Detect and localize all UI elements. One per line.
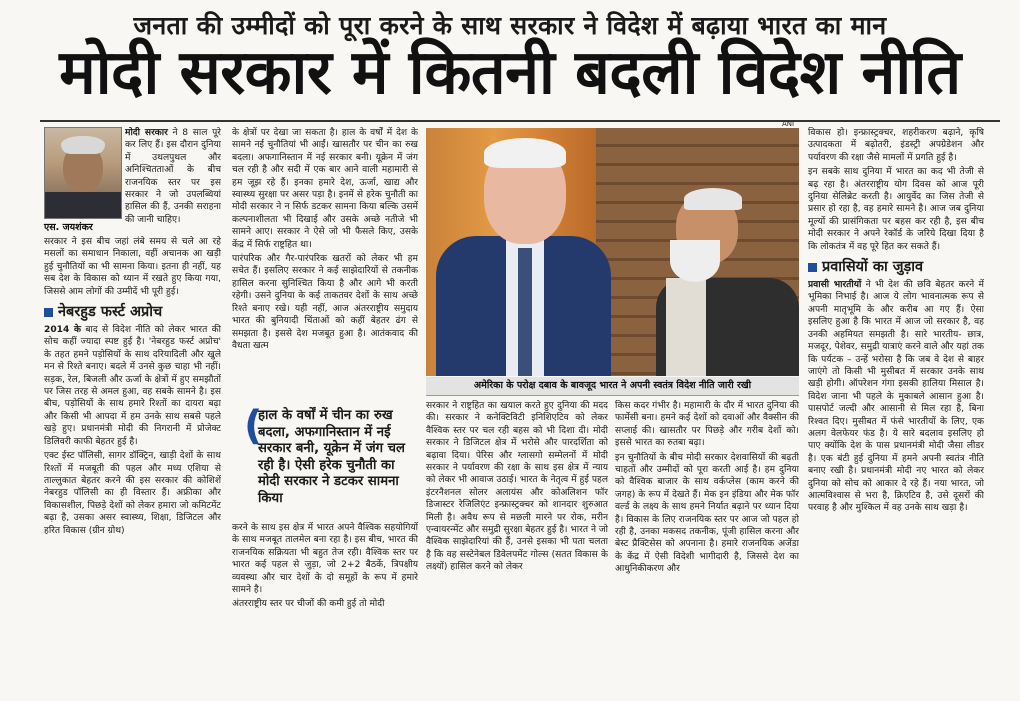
byline: एस. जयशंकर [44,222,93,233]
paragraph-lead: प्रवासी भारतीयों [808,280,862,291]
kicker-headline: जनता की उम्मीदों को पूरा करने के साथ सरकार ने विदेश में बढ़ाया भारत का मान [133,11,887,40]
paragraph: सरकार ने इस बीच जहां लंबे समय से चले आ रहे मसलों का समाधान निकाला, वहीं अचानक आ खड़ी हुई चुनौतियों का भी सामना किया। इतना ही नहीं, यह सब देश के विकास को ध्यान में रखते हुए किया गया, जिससे आम लोगों की उम्मीदें भी पूरी हुई। [44,237,221,297]
column-2-continued [232,522,418,618]
subheading-neighbourhood: नेबरहुड फर्स्ट अप्रोच [44,304,221,320]
column-1 [44,236,221,616]
paragraph: बाद से विदेश नीति को लेकर भारत की सोच कहीं ज्यादा स्पष्ट हुई है। 'नेबरहुड फर्स्ट अप्रोच' के तहत हमने पड़ोसियों के साथ दरियादिली और खुले मन से रिश्ते बनाए। बदले में उनसे कुछ चाहा भी नहीं। सड़क, रेल, बिजली और ऊर्जा के क्षेत्रों में हुए समझौतों पर जिस तरह से अमल हुआ, वह सबके सामने है। इस बीच, पड़ोसियों के साथ हमारे रिश्तों का दायरा बढ़ा और किसी भी आपदा में हम उनके साथ सबसे पहले खड़े हुए। प्रधानमंत्री मोदी की निगरानी में प्रोजेक्ट डिलिवरी काफी बेहतर हुई है। [44,325,221,447]
column-5 [808,127,984,619]
photo-caption: अमेरिका के परोक्ष दबाव के बावजूद भारत ने अपनी स्वतंत्र विदेश नीति जारी रखी [426,377,799,396]
column-4 [615,400,799,618]
pull-quote: ( हाल के वर्षों में चीन का रुख बदला, अफगानिस्तान में नई सरकार बनी, यूक्रेन में जंग चल रही है। ऐसी हरेक चुनौती का मोदी सरकार ने डटकर सामना किया [244,403,405,506]
column-2 [232,127,418,399]
paragraph: पारंपरिक और गैर-पारंपरिक खतरों को लेकर भी हम सचेत हैं। इसलिए सरकार ने कई साझेदारियों से तकनीक हासिल करना सुनिश्चित किया है और आगे भी करती रहेगी। उसने दुनिया के कई ताकतवर देशों के साथ अच्छे रिश्ते बनाए रखे। यही नहीं, आज अंतरराष्ट्रीय समुदाय भारत की बुनियादी चिंताओं को कहीं बेहतर ढंग से समझता है। इससे देश मजबूत हुआ है। आतंकवाद की वैधता खत्म [232,254,418,351]
quote-bracket-icon: ( [244,403,263,449]
paragraph: करने के साथ इस क्षेत्र में भारत अपने वैश्विक सहयोगियों के साथ मजबूत तालमेल बना रहा है। इस बीच, भारत की राजनयिक सक्रियता भी बहुत तेज रही। वैश्विक स्तर पर भारत कई पहल से जुड़ा, जो 2+2 बैठकें, त्रिपक्षीय व्यवस्था और चार देशों के दो समूहों के रूप में हमारे सामने है। [232,523,418,596]
paragraph: के क्षेत्रों पर देखा जा सकता है। हाल के वर्षों में देश के सामने नई चुनौतियां भी आईं। खासतौर पर चीन का रुख बदला। अफगानिस्तान में नई सरकार बनी। यूक्रेन में जंग चल रही है और सदी में एक बार आने वाली महामारी से हम जूझ रहे हैं। इनका हमारे देश, ऊर्जा, खाद्य और स्वास्थ्य सुरक्षा पर असर पड़ा है। इनमें से हरेक चुनौती का मोदी सरकार ने न सिर्फ डटकर सामना किया बल्कि उसमें कल्पनाशीलता भी दिखाई और उसके अच्छे नतीजे भी सामने आए। सरकार ने ऐसे जो भी फैसले किए, उसके केंद्र में सिर्फ राष्ट्रहित था। [232,128,418,250]
photo-credit: ANI [782,120,795,128]
author-photo [44,127,122,219]
square-bullet-icon [808,263,817,272]
lead-text: ने 8 साल पूरे कर लिए हैं। इस दौरान दुनिया में उथलपुथल और अनिश्चितताओं के बीच राजनयिक स्तर पर इस सरकार ने जो उपलब्धियां हासिल की हैं, उनकी सराहना की जानी चाहिए। [125,128,221,225]
paragraph: इन सबके साथ दुनिया में भारत का कद भी तेजी से बढ़ रहा है। अंतरराष्ट्रीय योग दिवस को आज पूरी दुनिया सेलिब्रेट करती है। आयुर्वेद का जिस तेजी से प्रसार हो रहा है, वह हमारे सामने है। आज जब दुनिया मूल्यों की प्रासंगिकता पर बहस कर रही है, इस बीच मोदी सरकार ने अपने रेकॉर्ड के जरिये दिखा दिया है कि लोकतंत्र में वह पूरे हित कर सकते हैं। [808,167,984,252]
paragraph: ने भी देश की छवि बेहतर करने में भूमिका निभाई है। आज ये लोग भावनात्मक रूप से अपनी मातृभूमि के और करीब आ गए हैं। ऐसा इसलिए हुआ है कि भारत में आज जो सरकार है, वह उनकी अहमियत समझती है। सारे भारतीय- छात्र, मजदूर, पेशेवर, समुद्री यात्राएं करने वाले और यहां तक कि पर्यटक – उन्हें भरोसा है कि जब वे देश से बाहर जाएंगे तो किसी भी मुसीबत में सरकार उनके साथ खड़ी होगी। ऑपरेशन गंगा इसकी हालिया मिसाल है। विदेश जाना भी पहले के मुकाबले आसान हुआ है। पासपोर्ट जल्दी और आसानी से मिल रहा है, बिना रिश्वत दिए। मुसीबत में फंसे भारतीयों के लिए, एक अलग वेलफेयर फंड है। ये सारे बदलाव इसलिए हो पाए क्योंकि देश के पास प्रधानमंत्री मोदी जैसा लीडर है। एक बंटी हुई दुनिया में हमने अपनी स्वतंत्र नीति बनाए रखी है। प्रधानमंत्री मोदी नए भारत को लेकर दुनिया को सोच को आकार दे रहे हैं। नया भारत, जो आत्मविश्वास से भरा है, क्रिएटिव है, उसे दूसरों की परवाह है और मुश्किल में वह उनके साथ खड़ा है। [808,280,984,514]
paragraph: अंतरराष्ट्रीय स्तर पर चीजों की कमी हुई तो मोदी [232,599,385,610]
column-3 [426,400,608,618]
main-headline: मोदी सरकार में कितनी बदली विदेश नीति [59,37,961,108]
column-1-intro [125,127,221,232]
paragraph: एक्ट ईस्ट पॉलिसी, सागर डॉक्ट्रिन, खाड़ी देशों के साथ रिश्तों में मजबूती की पहल और मध्य एशिया से ताल्लुकात बेहतर करने की इस सरकार की कोशिशें नेबरहुड पॉलिसी का ही विस्तार हैं। अफ्रीका और विकासशील, पिछड़े देशों को लेकर हमारा जो कमिटमेंट बढ़ा है, उसका असर स्वास्थ्य, शिक्षा, डिजिटल और हरित विकास (ग्रीन ग्रोथ) [44,451,221,536]
paragraph: किस कदर गंभीर है। महामारी के दौर में भारत दुनिया की फार्मेसी बना। हमने कई देशों को दवाओं और वैक्सीन की सप्लाई की। खासतौर पर पिछड़े और गरीब देशों को। इससे भारत का रुतबा बढ़ा। [615,401,799,449]
paragraph: इन चुनौतियों के बीच मोदी सरकार देशवासियों की बढ़ती चाहतों और उम्मीदों को पूरा करती आई है। हम दुनिया को वैश्विक बाजार के साथ वर्कप्लेस (काम करने की जगह) के रूप में देखते हैं। मेक इन इंडिया और मेक फॉर वर्ल्ड के लक्ष्य के साथ हमने निर्यात बढ़ाने पर ध्यान दिया है। विकास के लिए राजनयिक स्तर पर आज जो पहल हो रही है, उनका मकसद तकनीक, पूंजी हासिल करना और बेस्ट प्रैक्टिसेस को अपनाना है। हमारे राजनयिक अजेंडा के केंद्र में ऐसी विदेशी भागीदारी है, जिससे देश का आधुनिकीकरण और [615,452,799,575]
paragraph: सरकार ने राष्ट्रहित का खयाल करते हुए दुनिया की मदद की। सरकार ने कनेक्टिविटी इनिशिएटिव को लेकर वैश्विक स्तर पर चल रही बहस को भी दिशा दी। मोदी सरकार ने डिजिटल क्षेत्र में भरोसे और पारदर्शिता को बढ़ावा दिया। पेरिस और ग्लासगो सम्मेलनों में मोदी सरकार ने पर्यावरण की रक्षा के साथ इस क्षेत्र में न्याय को लेकर भी आवाज उठाई। भारत के नेतृत्व में हुई पहल इंटरनैशनल सोलर अलायंस और कोअलिशन फॉर डिजास्टर रेजिलिएंट इन्फ्रास्ट्रक्चर को शानदार शुरुआत मिली है। अवैध रूप से मछली मारने पर रोक, मरीन एन्वायरन्मेंट और समुद्री सुरक्षा बेहतर हुई है। भारत ने जो वैश्विक साझेदारियां की हैं, उनसे इसका भी पता चलता है कि वह सस्टेनेबल डिवेलपमेंट गोल्स (सतत विकास के लक्ष्यों) हासिल करने को लेकर [426,401,608,573]
square-bullet-icon [44,308,53,317]
lead-bold: मोदी सरकार [125,128,168,138]
news-photo [426,128,799,376]
subheading-diaspora: प्रवासियों का जुड़ाव [808,259,984,275]
paragraph: विकास हो। इन्फ्रास्ट्रक्चर, शहरीकरण बढ़ाने, कृषि उत्पादकता में बढ़ोतरी, इंडस्ट्री अपग्रेडेशन और पर्यावरण की रक्षा जैसे मामलों में प्रगति हुई है। [808,128,984,163]
headline-rule [40,120,1000,122]
paragraph-lead: 2014 के [44,325,81,336]
